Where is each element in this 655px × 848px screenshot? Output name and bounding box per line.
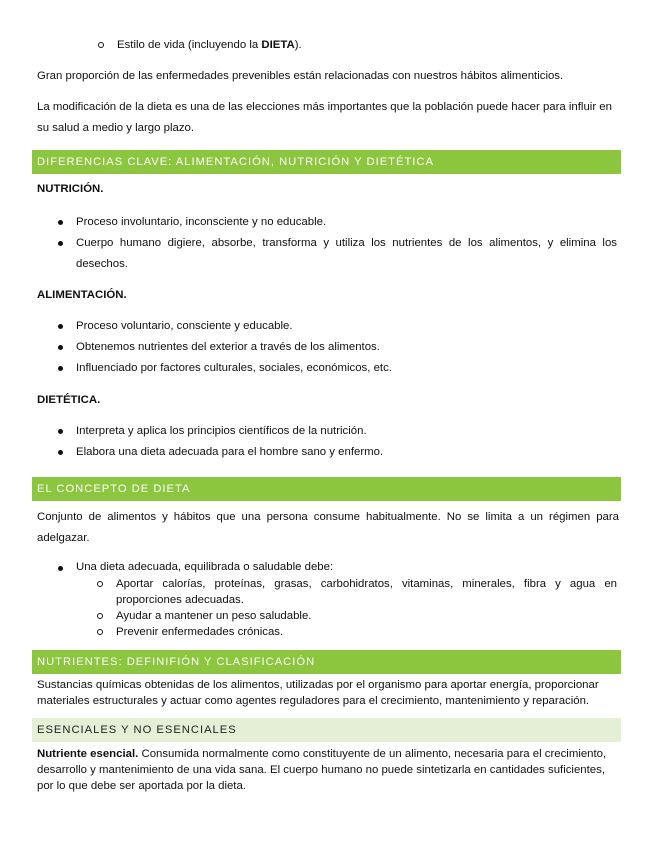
- section-header-concepto-dieta: EL CONCEPTO DE DIETA: [32, 477, 621, 501]
- list-item-text: Una dieta adecuada, equilibrada o saludable debe:: [76, 561, 334, 573]
- list-item-bold: DIETA: [261, 39, 295, 51]
- intro-paragraph-2: La modificación de la dieta es una de las elecciones más importantes que la población puede hacer para influir en su salud a medio y largo plazo.: [37, 101, 612, 134]
- list-item: Influenciado por factores culturales, sociales, económicos, etc.: [57, 358, 617, 379]
- intro-paragraph-1: Gran proporción de las enfermedades prevenibles están relacionadas con nuestros hábitos alimenticios.: [37, 70, 564, 82]
- heading-alimentacion: ALIMENTACIÓN.: [37, 289, 127, 301]
- section-header-esenciales: ESENCIALES Y NO ESENCIALES: [32, 718, 621, 742]
- list-item-text: Estilo de vida (incluyendo la: [117, 39, 262, 51]
- sub-list-item: Aportar calorías, proteínas, grasas, carbohidratos, vitaminas, minerales, fibra y agua en proporciones adecuadas.: [96, 576, 617, 608]
- list-item: [57, 558, 617, 640]
- dieta-list: [57, 558, 617, 640]
- list-item: Interpreta y aplica los principios científicos de la nutrición.: [57, 421, 617, 442]
- definition-text: Consumida normalmente como constituyente de un alimento, necesaria para el crecimiento, desarrollo y mantenimiento de una vida sana. El cuerpo humano no puede sintetizarla en cantidades suficientes, por lo que debe ser aportada por la dieta.: [37, 748, 607, 792]
- list-item: Cuerpo humano digiere, absorbe, transforma y utiliza los nutrientes de los alimentos, y elimina los desechos.: [57, 233, 617, 275]
- sub-list-item: Ayudar a mantener un peso saludable.: [96, 608, 617, 624]
- heading-nutricion: NUTRICIÓN.: [37, 183, 104, 195]
- list-item: Obtenemos nutrientes del exterior a través de los alimentos.: [57, 337, 617, 358]
- heading-dietetica: DIETÉTICA.: [37, 394, 101, 406]
- term-nutriente-esencial: Nutriente esencial.: [37, 748, 139, 760]
- section-header-nutrientes: NUTRIENTES: DEFINIFIÓN Y CLASIFICACIÓN: [32, 650, 621, 674]
- dietetica-list: [57, 421, 617, 463]
- nutricion-list: [57, 212, 617, 275]
- dieta-paragraph: Conjunto de alimentos y hábitos que una persona consume habitualmente. No se limita a un régimen para adelgazar.: [37, 511, 619, 544]
- sub-list-item: Prevenir enfermedades crónicas.: [96, 624, 617, 640]
- list-item: Proceso voluntario, consciente y educable.: [57, 316, 617, 337]
- nutrientes-paragraph: Sustancias químicas obtenidas de los alimentos, utilizadas por el organismo para aportar energía, proporcionar materiales estructurales y actuar como agentes reguladores para el crecimiento, mantenimiento y reparación.: [37, 679, 599, 707]
- dieta-sub-list: [96, 576, 617, 640]
- alimentacion-list: [57, 316, 617, 379]
- list-item: Elabora una dieta adecuada para el hombre sano y enfermo.: [57, 442, 617, 463]
- list-item-suffix: ).: [294, 39, 302, 51]
- list-item: [97, 37, 617, 53]
- section-header-diferencias: DIFERENCIAS CLAVE: ALIMENTACIÓN, NUTRICIÓN Y DIETÉTICA: [32, 150, 621, 174]
- esencial-paragraph: [37, 746, 619, 794]
- intro-sub-list: [97, 37, 617, 53]
- list-item: Proceso involuntario, inconsciente y no educable.: [57, 212, 617, 233]
